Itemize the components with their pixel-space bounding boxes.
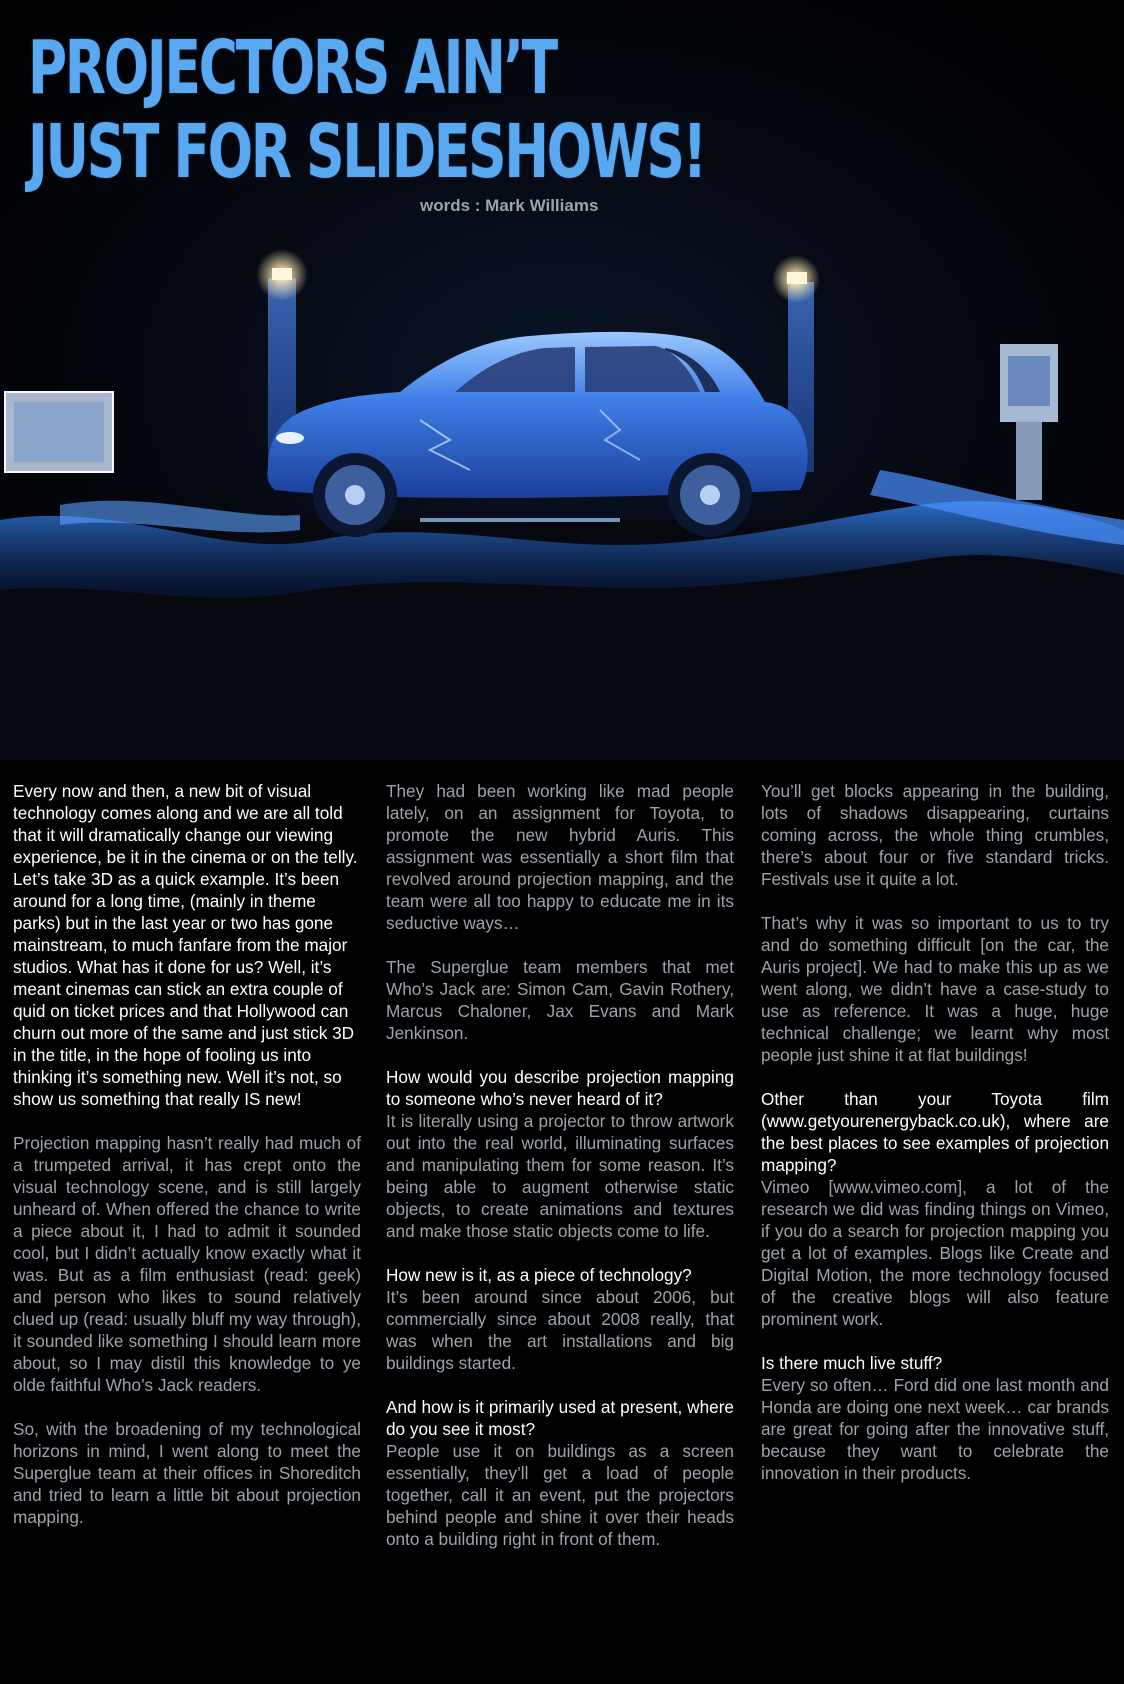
- qa-block: [761, 1088, 1109, 1330]
- qa-block: [386, 1066, 734, 1242]
- article-title: [28, 26, 705, 194]
- interview-question: Other than your Toyota film (www.getyourenergyback.co.uk), where are the best places to see examples of projection mapping?: [761, 1089, 1109, 1175]
- body-paragraph: That’s why it was so important to us to try and do something difficult [on the car, the Auris project]. We had to make this up as we went along, we didn’t have a case-study to use as reference. It was a huge, huge technical challenge; we learnt why most people just shine it at flat buildings!: [761, 913, 1109, 1065]
- interview-answer: Vimeo [www.vimeo.com], a lot of the research we did was finding things on Vimeo, if you do a search for projection mapping you get a lot of examples. Blogs like Create and Digital Motion, the more technology focused of the creative blogs will also feature prominent work.: [761, 1177, 1109, 1329]
- byline: words : Mark Williams: [420, 196, 599, 215]
- qa-block: [386, 1264, 734, 1374]
- column-1: [13, 780, 361, 1550]
- qa-block: [386, 1396, 734, 1550]
- column-2: [386, 780, 734, 1572]
- interview-answer: It is literally using a projector to throw artwork out into the real world, illuminating surfaces and manipulating them for some reason. It’s being able to augment otherwise static objects, to create animations and textures and make those static objects come to life.: [386, 1111, 734, 1241]
- interview-question: How new is it, as a piece of technology?: [386, 1265, 692, 1285]
- interview-answer: People use it on buildings as a screen essentially, they’ll get a load of people together, call it an event, put the projectors behind people and shine it over their heads onto a building right in front of them.: [386, 1441, 734, 1549]
- body-paragraph: You’ll get blocks appearing in the building, lots of shadows disappearing, curtains coming across, the whole thing crumbles, there’s about four or five standard tricks. Festivals use it quite a lot.: [761, 781, 1109, 889]
- body-paragraph: So, with the broadening of my technological horizons in mind, I went along to meet the Superglue team at their offices in Shoreditch and tried to learn a little bit about projection mapping.: [13, 1419, 361, 1527]
- intro-paragraph: Every now and then, a new bit of visual technology comes along and we are all told that it will dramatically change our viewing experience, be it in the cinema or on the telly. Let’s take 3D as a quick example. It’s been around for a long time, (mainly in theme parks) but in the last year or two has gone mainstream, to much fanfare from the major studios. What has it done for us? Well, it’s meant cinemas can stick an extra couple of quid on ticket prices and that Hollywood can churn out more of the same and just stick 3D in the title, in the hope of fooling us into thinking it’s something new. Well it’s not, so show us something that really IS new!: [13, 781, 358, 1109]
- interview-question: Is there much live stuff?: [761, 1353, 943, 1373]
- qa-block: [761, 1352, 1109, 1484]
- title-line-2: JUST FOR SLIDESHOWS!: [28, 109, 705, 195]
- interview-answer: Every so often… Ford did one last month and Honda are doing one next week… car brands are great for going after the innovative stuff, because they want to celebrate the innovation in their products.: [761, 1375, 1109, 1483]
- body-paragraph: Projection mapping hasn’t really had much of a trumpeted arrival, it has crept onto the visual technology scene, and is still largely unheard of. When offered the chance to write a piece about it, I had to admit it sounded cool, but I didn’t actually know exactly what it was. But as a film enthusiast (read: geek) and person who likes to sound relatively clued up (read: usually bluff my way through), it sounded like something I should learn more about, so I may distil this knowledge to ye olde faithful Who’s Jack readers.: [13, 1133, 361, 1395]
- body-paragraph: The Superglue team members that met Who’s Jack are: Simon Cam, Gavin Rothery, Marcus Chaloner, Jax Evans and Mark Jenkinson.: [386, 957, 734, 1043]
- interview-question: And how is it primarily used at present, where do you see it most?: [386, 1397, 734, 1439]
- interview-question: How would you describe projection mapping to someone who’s never heard of it?: [386, 1067, 734, 1109]
- interview-answer: It’s been around since about 2006, but commercially since about 2008 really, that was when the art installations and big buildings started.: [386, 1287, 734, 1373]
- column-3: [761, 780, 1109, 1506]
- body-paragraph: They had been working like mad people lately, on an assignment for Toyota, to promote the new hybrid Auris. This assignment was essentially a short film that revolved around projection mapping, and the team were all too happy to educate me in its seductive ways…: [386, 781, 734, 933]
- title-line-1: PROJECTORS AIN’T: [28, 25, 556, 111]
